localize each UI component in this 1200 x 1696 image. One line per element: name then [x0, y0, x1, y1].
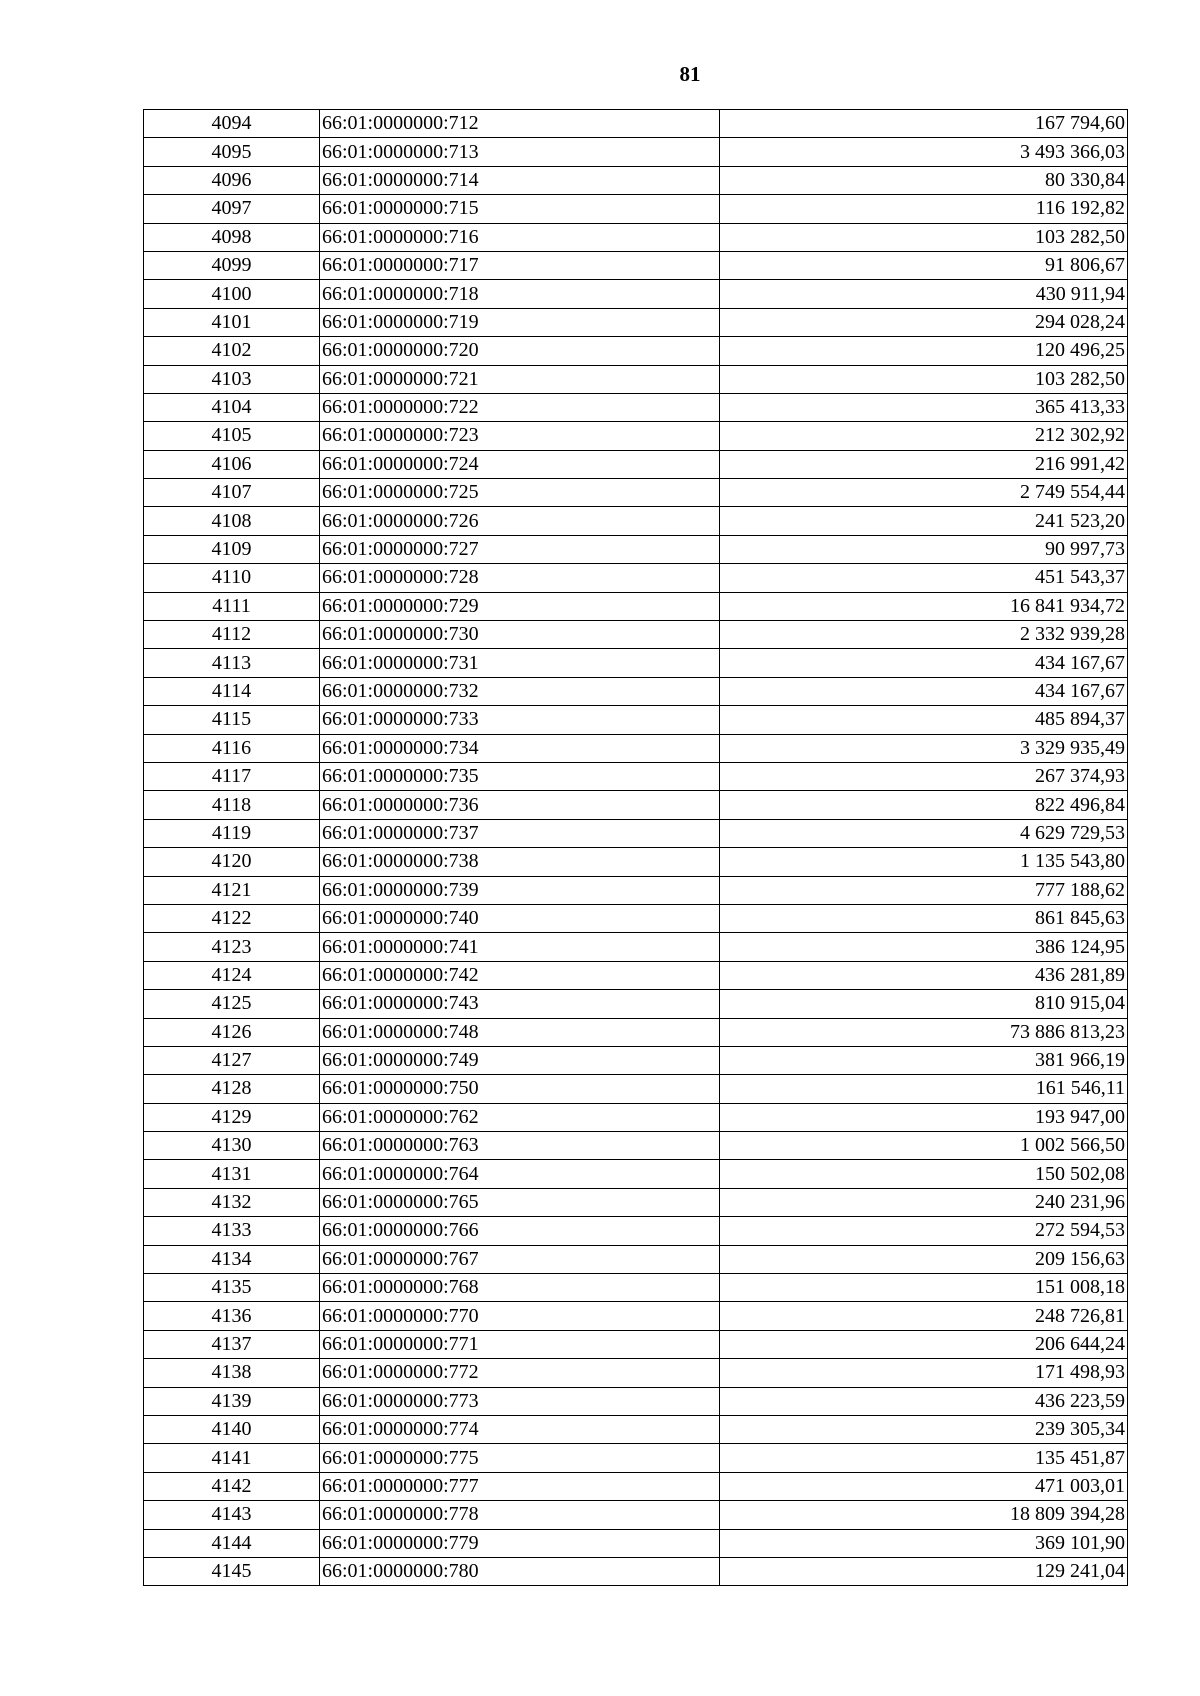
table-row: [144, 365, 1128, 393]
table-row: [144, 1018, 1128, 1046]
row-number-cell: 4140: [144, 1415, 320, 1443]
table-row: [144, 564, 1128, 592]
cadastral-value-cell: 369 101,90: [720, 1529, 1128, 1557]
table-row: [144, 1472, 1128, 1500]
cadastral-value-cell: 436 281,89: [720, 961, 1128, 989]
cadastral-number-cell: 66:01:0000000:765: [320, 1188, 720, 1216]
cadastral-value-cell: 365 413,33: [720, 393, 1128, 421]
cadastral-number-cell: 66:01:0000000:714: [320, 166, 720, 194]
cadastral-value-cell: 3 329 935,49: [720, 734, 1128, 762]
cadastral-number-cell: 66:01:0000000:733: [320, 706, 720, 734]
row-number-cell: 4102: [144, 337, 320, 365]
table-row: [144, 1359, 1128, 1387]
cadastral-number-cell: 66:01:0000000:773: [320, 1387, 720, 1415]
cadastral-value-cell: 216 991,42: [720, 450, 1128, 478]
row-number-cell: 4101: [144, 308, 320, 336]
table-row: [144, 961, 1128, 989]
table-row: [144, 706, 1128, 734]
cadastral-number-cell: 66:01:0000000:734: [320, 734, 720, 762]
table-row: [144, 1302, 1128, 1330]
table-row: [144, 195, 1128, 223]
table-row: [144, 1557, 1128, 1585]
row-number-cell: 4109: [144, 535, 320, 563]
row-number-cell: 4100: [144, 280, 320, 308]
cadastral-value-cell: 150 502,08: [720, 1160, 1128, 1188]
page-number: 81: [679, 62, 701, 86]
cadastral-number-cell: 66:01:0000000:719: [320, 308, 720, 336]
row-number-cell: 4126: [144, 1018, 320, 1046]
cadastral-number-cell: 66:01:0000000:774: [320, 1415, 720, 1443]
cadastral-value-cell: 1 002 566,50: [720, 1132, 1128, 1160]
cadastral-number-cell: 66:01:0000000:724: [320, 450, 720, 478]
row-number-cell: 4111: [144, 592, 320, 620]
row-number-cell: 4114: [144, 677, 320, 705]
table-row: [144, 762, 1128, 790]
row-number-cell: 4138: [144, 1359, 320, 1387]
cadastral-value-cell: 16 841 934,72: [720, 592, 1128, 620]
table-row: [144, 110, 1128, 138]
table-row: [144, 621, 1128, 649]
cadastral-number-cell: 66:01:0000000:742: [320, 961, 720, 989]
row-number-cell: 4098: [144, 223, 320, 251]
row-number-cell: 4117: [144, 762, 320, 790]
table-row: [144, 337, 1128, 365]
cadastral-number-cell: 66:01:0000000:739: [320, 876, 720, 904]
cadastral-number-cell: 66:01:0000000:726: [320, 507, 720, 535]
row-number-cell: 4097: [144, 195, 320, 223]
row-number-cell: 4120: [144, 848, 320, 876]
table-row: [144, 592, 1128, 620]
cadastral-value-cell: 434 167,67: [720, 677, 1128, 705]
table-row: [144, 848, 1128, 876]
table-row: [144, 904, 1128, 932]
table-row: [144, 251, 1128, 279]
cadastral-value-cell: 1 135 543,80: [720, 848, 1128, 876]
cadastral-value-cell: 777 188,62: [720, 876, 1128, 904]
row-number-cell: 4113: [144, 649, 320, 677]
cadastral-value-cell: 471 003,01: [720, 1472, 1128, 1500]
row-number-cell: 4112: [144, 621, 320, 649]
table-row: [144, 1075, 1128, 1103]
cadastral-number-cell: 66:01:0000000:777: [320, 1472, 720, 1500]
cadastral-number-cell: 66:01:0000000:727: [320, 535, 720, 563]
table-row: [144, 1444, 1128, 1472]
row-number-cell: 4139: [144, 1387, 320, 1415]
table-row: [144, 1132, 1128, 1160]
cadastral-value-cell: 3 493 366,03: [720, 138, 1128, 166]
cadastral-value-cell: 206 644,24: [720, 1330, 1128, 1358]
table-row: [144, 1387, 1128, 1415]
cadastral-number-cell: 66:01:0000000:763: [320, 1132, 720, 1160]
table-row: [144, 280, 1128, 308]
cadastral-number-cell: 66:01:0000000:741: [320, 933, 720, 961]
row-number-cell: 4107: [144, 479, 320, 507]
cadastral-number-cell: 66:01:0000000:766: [320, 1217, 720, 1245]
table-row: [144, 734, 1128, 762]
cadastral-number-cell: 66:01:0000000:740: [320, 904, 720, 932]
row-number-cell: 4110: [144, 564, 320, 592]
row-number-cell: 4116: [144, 734, 320, 762]
row-number-cell: 4104: [144, 393, 320, 421]
cadastral-number-cell: 66:01:0000000:749: [320, 1046, 720, 1074]
cadastral-number-cell: 66:01:0000000:718: [320, 280, 720, 308]
row-number-cell: 4099: [144, 251, 320, 279]
table-row: [144, 166, 1128, 194]
row-number-cell: 4130: [144, 1132, 320, 1160]
row-number-cell: 4122: [144, 904, 320, 932]
row-number-cell: 4115: [144, 706, 320, 734]
cadastral-value-cell: 103 282,50: [720, 223, 1128, 251]
cadastral-value-cell: 2 332 939,28: [720, 621, 1128, 649]
cadastral-value-cell: 436 223,59: [720, 1387, 1128, 1415]
cadastral-number-cell: 66:01:0000000:722: [320, 393, 720, 421]
table-row: [144, 1160, 1128, 1188]
row-number-cell: 4129: [144, 1103, 320, 1131]
cadastral-number-cell: 66:01:0000000:731: [320, 649, 720, 677]
row-number-cell: 4095: [144, 138, 320, 166]
cadastral-number-cell: 66:01:0000000:767: [320, 1245, 720, 1273]
row-number-cell: 4137: [144, 1330, 320, 1358]
cadastral-number-cell: 66:01:0000000:730: [320, 621, 720, 649]
cadastral-number-cell: 66:01:0000000:720: [320, 337, 720, 365]
cadastral-value-cell: 120 496,25: [720, 337, 1128, 365]
row-number-cell: 4142: [144, 1472, 320, 1500]
cadastral-value-cell: 4 629 729,53: [720, 819, 1128, 847]
cadastral-value-cell: 430 911,94: [720, 280, 1128, 308]
cadastral-value-cell: 434 167,67: [720, 649, 1128, 677]
cadastral-value-cell: 386 124,95: [720, 933, 1128, 961]
row-number-cell: 4143: [144, 1501, 320, 1529]
cadastral-number-cell: 66:01:0000000:721: [320, 365, 720, 393]
cadastral-number-cell: 66:01:0000000:736: [320, 791, 720, 819]
cadastral-number-cell: 66:01:0000000:732: [320, 677, 720, 705]
row-number-cell: 4096: [144, 166, 320, 194]
table-row: [144, 1274, 1128, 1302]
cadastral-value-cell: 135 451,87: [720, 1444, 1128, 1472]
cadastral-value-cell: 239 305,34: [720, 1415, 1128, 1443]
row-number-cell: 4145: [144, 1557, 320, 1585]
cadastral-value-cell: 161 546,11: [720, 1075, 1128, 1103]
table-row: [144, 450, 1128, 478]
cadastral-value-cell: 167 794,60: [720, 110, 1128, 138]
table-row: [144, 1245, 1128, 1273]
row-number-cell: 4136: [144, 1302, 320, 1330]
cadastral-number-cell: 66:01:0000000:728: [320, 564, 720, 592]
table-row: [144, 677, 1128, 705]
cadastral-value-cell: 116 192,82: [720, 195, 1128, 223]
table-row: [144, 1217, 1128, 1245]
cadastral-number-cell: 66:01:0000000:780: [320, 1557, 720, 1585]
cadastral-number-cell: 66:01:0000000:770: [320, 1302, 720, 1330]
table-row: [144, 1415, 1128, 1443]
table-row: [144, 223, 1128, 251]
cadastral-value-cell: 91 806,67: [720, 251, 1128, 279]
cadastral-number-cell: 66:01:0000000:768: [320, 1274, 720, 1302]
cadastral-number-cell: 66:01:0000000:772: [320, 1359, 720, 1387]
row-number-cell: 4127: [144, 1046, 320, 1074]
cadastral-number-cell: 66:01:0000000:762: [320, 1103, 720, 1131]
table-row: [144, 791, 1128, 819]
row-number-cell: 4103: [144, 365, 320, 393]
table-row: [144, 507, 1128, 535]
table-row: [144, 422, 1128, 450]
row-number-cell: 4125: [144, 990, 320, 1018]
table-row: [144, 1330, 1128, 1358]
table-row: [144, 393, 1128, 421]
cadastral-value-cell: 810 915,04: [720, 990, 1128, 1018]
row-number-cell: 4105: [144, 422, 320, 450]
cadastral-value-cell: 73 886 813,23: [720, 1018, 1128, 1046]
table-row: [144, 1529, 1128, 1557]
row-number-cell: 4106: [144, 450, 320, 478]
cadastral-value-cell: 2 749 554,44: [720, 479, 1128, 507]
row-number-cell: 4094: [144, 110, 320, 138]
cadastral-value-cell: 171 498,93: [720, 1359, 1128, 1387]
cadastral-number-cell: 66:01:0000000:716: [320, 223, 720, 251]
cadastral-number-cell: 66:01:0000000:713: [320, 138, 720, 166]
cadastral-value-cell: 381 966,19: [720, 1046, 1128, 1074]
row-number-cell: 4133: [144, 1217, 320, 1245]
cadastral-value-cell: 241 523,20: [720, 507, 1128, 535]
table-row: [144, 1103, 1128, 1131]
cadastral-value-cell: 151 008,18: [720, 1274, 1128, 1302]
table-row: [144, 649, 1128, 677]
row-number-cell: 4121: [144, 876, 320, 904]
cadastral-value-cell: 861 845,63: [720, 904, 1128, 932]
table-body: [144, 110, 1128, 1586]
cadastral-number-cell: 66:01:0000000:729: [320, 592, 720, 620]
cadastral-value-cell: 129 241,04: [720, 1557, 1128, 1585]
table-row: [144, 1046, 1128, 1074]
cadastral-value-cell: 822 496,84: [720, 791, 1128, 819]
cadastral-number-cell: 66:01:0000000:779: [320, 1529, 720, 1557]
table-row: [144, 876, 1128, 904]
cadastral-number-cell: 66:01:0000000:743: [320, 990, 720, 1018]
row-number-cell: 4135: [144, 1274, 320, 1302]
cadastral-number-cell: 66:01:0000000:715: [320, 195, 720, 223]
cadastral-number-cell: 66:01:0000000:748: [320, 1018, 720, 1046]
table-row: [144, 535, 1128, 563]
cadastral-value-cell: 240 231,96: [720, 1188, 1128, 1216]
cadastral-value-cell: 212 302,92: [720, 422, 1128, 450]
table-row: [144, 138, 1128, 166]
cadastral-value-cell: 193 947,00: [720, 1103, 1128, 1131]
table-row: [144, 819, 1128, 847]
cadastral-number-cell: 66:01:0000000:775: [320, 1444, 720, 1472]
cadastral-number-cell: 66:01:0000000:771: [320, 1330, 720, 1358]
row-number-cell: 4118: [144, 791, 320, 819]
table-row: [144, 933, 1128, 961]
cadastral-number-cell: 66:01:0000000:725: [320, 479, 720, 507]
cadastral-number-cell: 66:01:0000000:712: [320, 110, 720, 138]
cadastral-number-cell: 66:01:0000000:717: [320, 251, 720, 279]
table-row: [144, 308, 1128, 336]
cadastral-value-cell: 103 282,50: [720, 365, 1128, 393]
cadastral-number-cell: 66:01:0000000:738: [320, 848, 720, 876]
table-row: [144, 990, 1128, 1018]
row-number-cell: 4131: [144, 1160, 320, 1188]
cadastral-value-cell: 294 028,24: [720, 308, 1128, 336]
cadastral-value-cell: 272 594,53: [720, 1217, 1128, 1245]
row-number-cell: 4128: [144, 1075, 320, 1103]
table-row: [144, 479, 1128, 507]
cadastral-value-cell: 485 894,37: [720, 706, 1128, 734]
row-number-cell: 4124: [144, 961, 320, 989]
table-row: [144, 1501, 1128, 1529]
cadastral-value-table: [143, 109, 1128, 1586]
cadastral-value-cell: 90 997,73: [720, 535, 1128, 563]
cadastral-value-cell: 451 543,37: [720, 564, 1128, 592]
cadastral-number-cell: 66:01:0000000:737: [320, 819, 720, 847]
row-number-cell: 4123: [144, 933, 320, 961]
cadastral-number-cell: 66:01:0000000:735: [320, 762, 720, 790]
row-number-cell: 4144: [144, 1529, 320, 1557]
cadastral-value-cell: 209 156,63: [720, 1245, 1128, 1273]
cadastral-number-cell: 66:01:0000000:723: [320, 422, 720, 450]
cadastral-value-cell: 80 330,84: [720, 166, 1128, 194]
cadastral-value-cell: 248 726,81: [720, 1302, 1128, 1330]
row-number-cell: 4119: [144, 819, 320, 847]
row-number-cell: 4141: [144, 1444, 320, 1472]
cadastral-value-cell: 18 809 394,28: [720, 1501, 1128, 1529]
row-number-cell: 4134: [144, 1245, 320, 1273]
cadastral-number-cell: 66:01:0000000:764: [320, 1160, 720, 1188]
table-row: [144, 1188, 1128, 1216]
cadastral-value-cell: 267 374,93: [720, 762, 1128, 790]
row-number-cell: 4108: [144, 507, 320, 535]
cadastral-number-cell: 66:01:0000000:750: [320, 1075, 720, 1103]
cadastral-number-cell: 66:01:0000000:778: [320, 1501, 720, 1529]
row-number-cell: 4132: [144, 1188, 320, 1216]
